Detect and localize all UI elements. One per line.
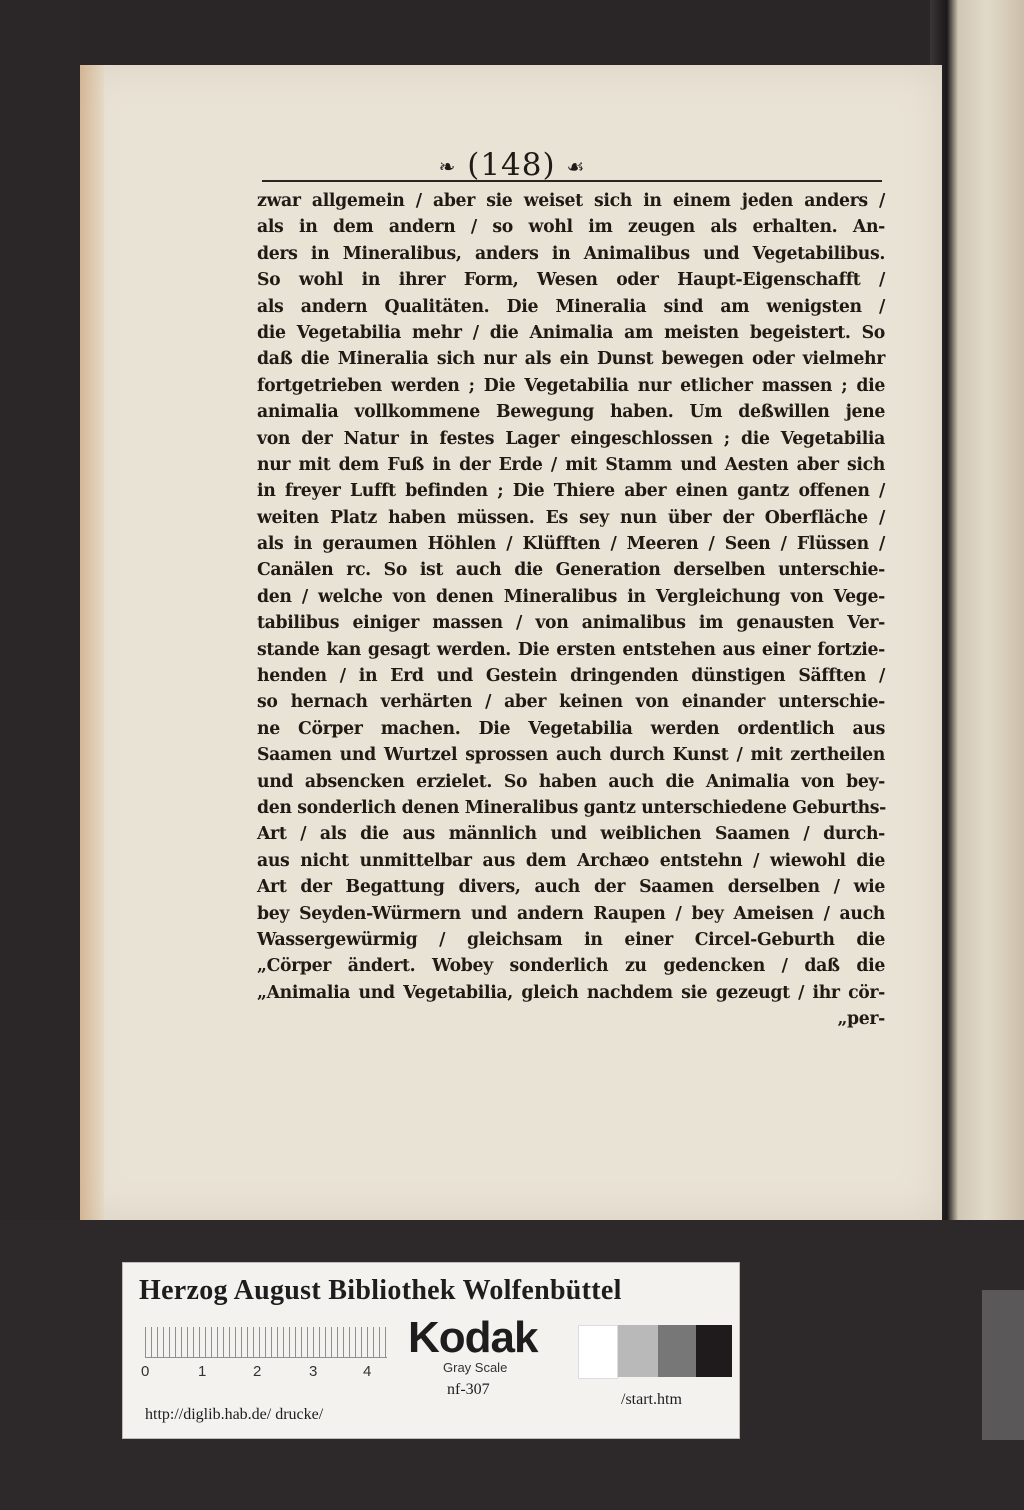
kodak-logo: Kodak (408, 1313, 538, 1362)
text-line: als in geraumen Höhlen / Klüfften / Meeren / Seen / Flüssen / (257, 534, 885, 555)
text-line: bey Seyden-Würmern und andern Raupen / bey Ameisen / auch (257, 903, 885, 924)
text-line: Canälen rc. So ist auch die Generation derselben unterschie- (257, 560, 885, 581)
text-line: den / welche von denen Mineralibus in Vergleichung von Vege- (257, 586, 885, 607)
text-line: und absencken erzielet. So haben auch die Animalia von bey- (257, 771, 885, 792)
text-line: fortgetrieben werden ; Die Vegetabilia nur etlicher massen ; die (257, 375, 885, 396)
text-line: als andern Qualitäten. Die Mineralia sind am wenigsten / (257, 296, 885, 317)
page-number: (148) (467, 147, 556, 183)
text-line: So wohl in ihrer Form, Wesen oder Haupt-Eigenschafft / (257, 270, 885, 291)
text-line: Art der Begattung divers, auch der Saamen derselben / wie (257, 877, 885, 898)
text-line: Wassergewürmig / gleichsam in einer Circel-Geburth die (257, 929, 885, 950)
text-line: henden / in Erd und Gestein dringenden dünstigen Säfften / (257, 666, 885, 687)
card-title: Herzog August Bibliothek Wolfenbüttel (139, 1275, 622, 1306)
body-text (257, 188, 885, 1033)
ruler-number: 4 (363, 1363, 372, 1380)
text-line: nur mit dem Fuß in der Erde / mit Stamm und Aesten aber sich (257, 454, 885, 475)
text-line: „Animalia und Vegetabilia, gleich nachdem sie gezeugt / ihr cör- (257, 982, 885, 1003)
swatch-black (696, 1325, 732, 1377)
catchword: „per- (837, 1009, 885, 1030)
swatch-light-gray (618, 1325, 658, 1377)
ruler-number: 2 (253, 1363, 262, 1380)
ruler (145, 1327, 387, 1358)
url-left: http://diglib.hab.de/ drucke/ (145, 1406, 324, 1423)
shelfmark: nf-307 (447, 1381, 490, 1398)
page-header (0, 147, 1024, 183)
url-right: /start.htm (621, 1391, 682, 1408)
text-line: so hernach verhärten / aber keinen von einander unterschie- (257, 692, 885, 713)
gray-scale-label: Gray Scale (443, 1360, 508, 1375)
text-line: Art / als die aus männlich und weiblichen Saamen / durch- (257, 824, 885, 845)
swatch-white (578, 1325, 618, 1379)
header-ornament-right-icon: ☙ (566, 154, 586, 179)
text-line: ne Cörper machen. Die Vegetabilia werden ordentlich aus (257, 718, 885, 739)
text-line: daß die Mineralia sich nur als ein Dunst bewegen oder vielmehr (257, 349, 885, 370)
text-line: Saamen und Wurtzel sprossen auch durch Kunst / mit zertheilen (257, 745, 885, 766)
text-line: stande kan gesagt werden. Die ersten entstehen aus einer fortzie- (257, 639, 885, 660)
text-line: ders in Mineralibus, anders in Animalibus und Vegetabilibus. (257, 243, 885, 264)
header-ornament-left-icon: ❧ (438, 154, 457, 179)
text-line: den sonderlich denen Mineralibus gantz unterschiedene Geburths- (257, 797, 886, 818)
text-line: die Vegetabilia mehr / die Animalia am meisten begeistert. So (257, 322, 885, 343)
header-rule (262, 180, 882, 182)
text-line: zwar allgemein / aber sie weiset sich in einem jeden anders / (257, 191, 885, 211)
text-line: animalia vollkommene Bewegung haben. Um deßwillen jene (257, 402, 885, 423)
text-line: von der Natur in festes Lager eingeschlossen ; die Vegetabilia (257, 428, 885, 449)
swatch-gray (658, 1325, 696, 1377)
text-line: tabilibus einiger massen / von animalibus im genausten Ver- (257, 613, 885, 634)
text-line: „Cörper ändert. Wobey sonderlich zu gedencken / daß die (257, 956, 885, 977)
ruler-number: 1 (198, 1363, 207, 1380)
spine-label (982, 1290, 1024, 1440)
ruler-number: 3 (309, 1363, 318, 1380)
text-line: als in dem andern / so wohl im zeugen als erhalten. An- (257, 217, 885, 238)
text-line: weiten Platz haben müssen. Es sey nun über der Oberfläche / (257, 507, 885, 528)
text-line: in freyer Lufft befinden ; Die Thiere aber einen gantz offenen / (257, 481, 885, 502)
page-edge (80, 65, 104, 1220)
color-card (122, 1262, 740, 1439)
text-line: aus nicht unmittelbar aus dem Archæo entstehn / wiewohl die (257, 850, 885, 871)
ruler-number: 0 (141, 1363, 150, 1380)
